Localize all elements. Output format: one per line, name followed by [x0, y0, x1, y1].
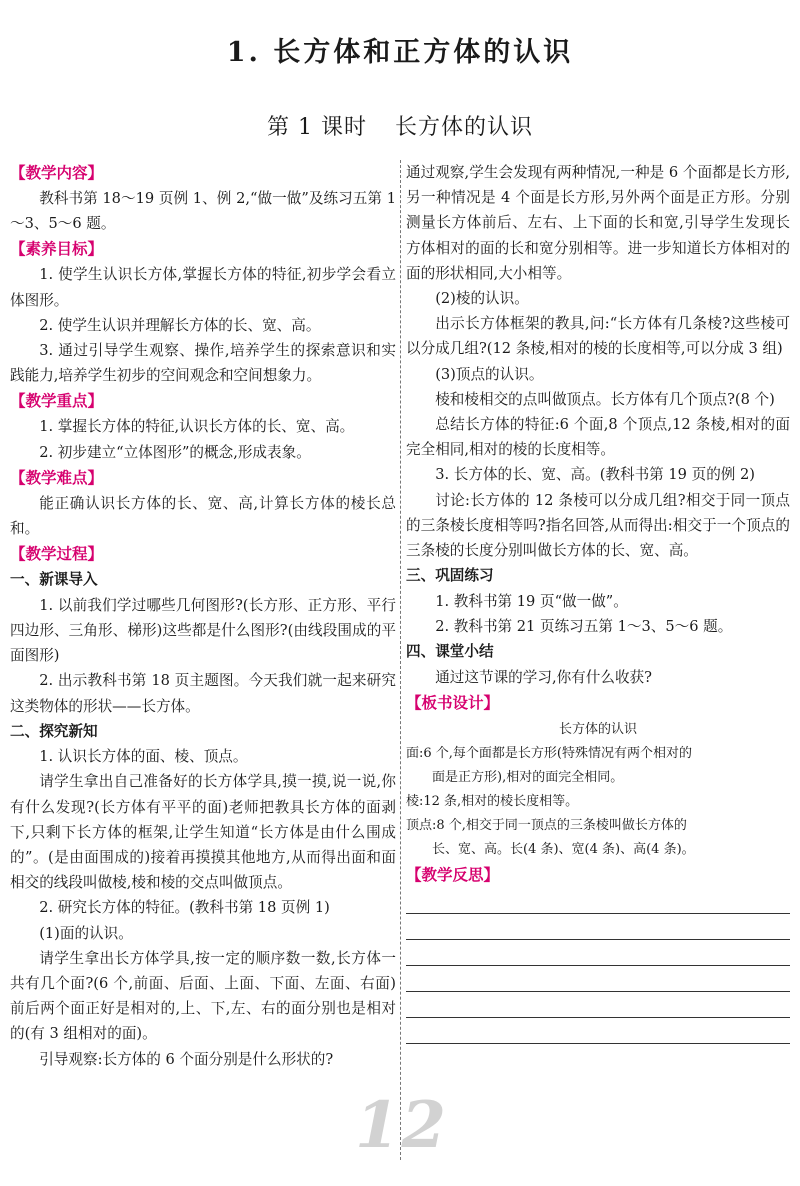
- explore-paragraph: 请学生拿出长方体学具,按一定的顺序数一数,长方体一共有几个面?(6 个,前面、后面、上面、下面、左面、右面)前后两个面正好是相对的,上、下,左、右的面分别也是相对的(有 3 组相对的面)。: [10, 949, 396, 1043]
- reflection-lines: [406, 913, 790, 1044]
- reflection-line: [406, 1043, 790, 1044]
- step-title-explore: 二、探究新知: [10, 722, 98, 740]
- goal-item: 3. 通过引导学生观察、操作,培养学生的探索意识和实践能力,培养学生初步的空间观念和空间想象力。: [10, 342, 396, 385]
- page-number: 12: [355, 1088, 449, 1163]
- board-vertex: 顶点:8 个,相交于同一顶点的三条棱叫做长方体的: [406, 817, 687, 833]
- observation-paragraph: 通过观察,学生会发现有两种情况,一种是 6 个面都是长方形,另一种情况是 4 个面是长方形,另外两个面是正方形。分别测量长方体前后、左右、上下面的长和宽,引导学生发现长方体相对的面的长和宽分别相等。进一步知道长方体相对的面的形状相同,大小相等。: [406, 164, 790, 282]
- reflection-line: [406, 991, 790, 992]
- edge-subheading: (2)棱的认识。: [435, 290, 529, 308]
- step-title-practice: 三、巩固练习: [406, 567, 494, 585]
- explore-paragraph: 2. 研究长方体的特征。(教科书第 18 页例 1): [39, 899, 330, 917]
- explore-paragraph: 1. 认识长方体的面、棱、顶点。: [39, 748, 248, 766]
- lesson-name: 长方体的认识: [394, 115, 533, 140]
- right-column: [406, 160, 790, 1044]
- content-paragraph: 教科书第 18～19 页例 1、例 2,“做一做”及练习五第 1～3、5～6 题。: [10, 190, 396, 233]
- edge-paragraph: 出示长方体框架的教具,问:“长方体有几条棱?这些棱可以分成几组?(12 条棱,相对的棱的长度相等,可以分成 3 组): [406, 315, 790, 358]
- section-heading-keys: 【教学重点】: [10, 392, 104, 411]
- board-title: 长方体的认识: [558, 721, 637, 737]
- explore-paragraph: (1)面的认识。: [39, 924, 133, 942]
- column-divider: [400, 160, 401, 1160]
- lesson-title: [0, 110, 800, 141]
- explore-paragraph: 引导观察:长方体的 6 个面分别是什么形状的?: [39, 1050, 334, 1068]
- intro-paragraph: 2. 出示教科书第 18 页主题图。今天我们就一起来研究这类物体的形状——长方体。: [10, 672, 396, 715]
- reflection-line: [406, 1017, 790, 1018]
- left-column: [10, 160, 396, 1072]
- reflection-line: [406, 965, 790, 966]
- goal-item: 2. 使学生认识并理解长方体的长、宽、高。: [39, 316, 321, 334]
- board-vertex-cont: 长、宽、高。长(4 条)、宽(4 条)、高(4 条)。: [432, 841, 695, 857]
- section-heading-goals: 【素养目标】: [10, 240, 104, 259]
- step-title-intro: 一、新课导入: [10, 571, 98, 589]
- section-heading-board: 【板书设计】: [406, 693, 500, 712]
- summary-features-paragraph: 总结长方体的特征:6 个面,8 个顶点,12 条棱,相对的面完全相同,相对的棱的长度相等。: [406, 416, 790, 459]
- board-edge: 棱:12 条,相对的棱长度相等。: [406, 793, 579, 809]
- key-item: 1. 掌握长方体的特征,认识长方体的长、宽、高。: [39, 418, 355, 436]
- vertex-subheading: (3)顶点的认识。: [435, 365, 544, 383]
- reflection-line: [406, 939, 790, 940]
- chapter-title: 1. 长方体和正方体的认识: [226, 37, 574, 68]
- summary-paragraph: 通过这节课的学习,你有什么收获?: [435, 668, 652, 686]
- intro-paragraph: 1. 以前我们学过哪些几何图形?(长方形、正方形、平行四边形、三角形、梯形)这些都是什么图形?(由线段围成的平面图形): [10, 596, 396, 665]
- section-heading-content: 【教学内容】: [10, 164, 104, 182]
- practice-item: 1. 教科书第 19 页“做一做”。: [435, 592, 628, 610]
- discussion-paragraph: 讨论:长方体的 12 条棱可以分成几组?相交于同一顶点的三条棱长度相等吗?指名回答,从而得出:相交于一个顶点的三条棱的长度分别叫做长方体的长、宽、高。: [406, 491, 790, 560]
- section-heading-difficulty: 【教学难点】: [10, 468, 104, 487]
- vertex-paragraph: 棱和棱相交的点叫做顶点。长方体有几个顶点?(8 个): [435, 390, 775, 408]
- section-heading-reflection: 【教学反思】: [406, 865, 500, 884]
- explore-paragraph: 请学生拿出自己准备好的长方体学具,摸一摸,说一说,你有什么发现?(长方体有平平的面)老师把教具长方体的面剥下,只剩下长方体的框架,让学生知道“长方体是由什么围成的”。(是由面围成的)接着再摸摸其他地方,从而得出面和面相交的线段叫做棱,棱和棱的交点叫做顶点。: [10, 773, 396, 892]
- section-heading-process: 【教学过程】: [10, 545, 104, 564]
- reflection-line: [406, 913, 790, 914]
- difficulty-paragraph: 能正确认识长方体的长、宽、高,计算长方体的棱长总和。: [10, 494, 396, 538]
- goal-item: 1. 使学生认识长方体,掌握长方体的特征,初步学会看立体图形。: [10, 266, 396, 309]
- dimensions-paragraph: 3. 长方体的长、宽、高。(教科书第 19 页的例 2): [435, 466, 756, 484]
- board-face: 面:6 个,每个面都是长方形(特殊情况有两个相对的: [406, 745, 692, 761]
- step-title-summary: 四、课堂小结: [406, 643, 494, 661]
- practice-item: 2. 教科书第 21 页练习五第 1～3、5～6 题。: [435, 617, 733, 635]
- board-face-cont: 面是正方形),相对的面完全相同。: [432, 769, 624, 785]
- lesson-label: 第 1 课时: [267, 115, 367, 140]
- key-item: 2. 初步建立“立体图形”的概念,形成表象。: [39, 443, 311, 461]
